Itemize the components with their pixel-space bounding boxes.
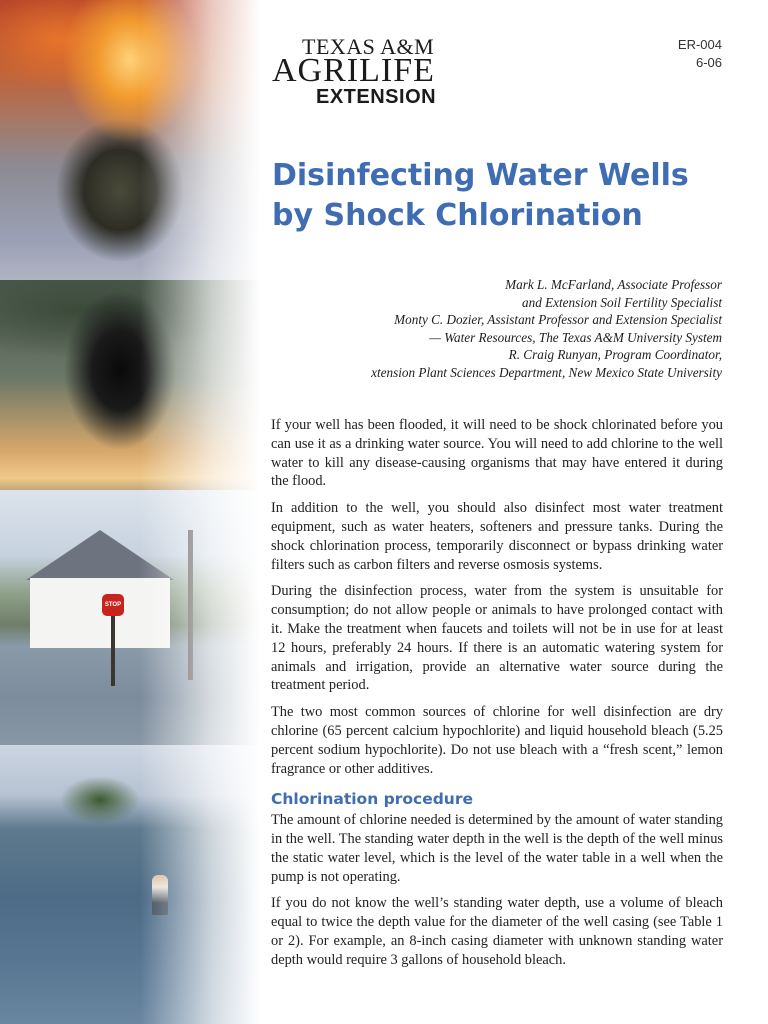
body-paragraph: In addition to the well, you should also disinfect most water treatment equipment, such as water heaters, softeners and pressure tanks. During the shock chlorination process, temporarily disconnect or bypass drinking water filters such as carbon filters and reverse osmosis systems.	[271, 500, 723, 573]
body-text	[271, 416, 723, 978]
agrilife-logo	[272, 32, 462, 112]
logo-texas-am: TEXAS A&M	[302, 34, 435, 59]
title-line-2: by Shock Chlorination	[272, 198, 643, 233]
document-date: 6-06	[695, 55, 722, 70]
photo-collage	[0, 0, 260, 1024]
author-line: Monty C. Dozier, Assistant Professor and Extension Specialist	[394, 312, 722, 328]
collage-fade	[140, 0, 260, 1024]
body-paragraph: The two most common sources of chlorine for well disinfection are dry chlorine (65 percent calcium hypochlorite) and liquid household bleach (5.25 percent sodium hypochlorite). Do not use bleach with a “fresh scent,” lemon fragrance or other additives.	[271, 704, 723, 777]
document-number-block	[678, 36, 722, 72]
author-credits	[371, 276, 722, 382]
body-paragraph: The amount of chlorine needed is determined by the amount of water standing in the well. The standing water depth in the well is the depth of the well minus the static water level, which is the level of the water table in a well when the pump is not operating.	[271, 812, 723, 885]
stop-sign-pole	[111, 616, 115, 686]
body-paragraph: If your well has been flooded, it will need to be shock chlorinated before you can use it as a drinking water source. You will need to add chlorine to the well water to kill any disease-causing organisms that may have entered it during the flood.	[271, 417, 723, 490]
logo-extension: EXTENSION	[316, 86, 437, 108]
page-title	[272, 156, 732, 236]
author-line: Mark L. McFarland, Associate Professor	[505, 277, 722, 292]
document-number: ER-004	[677, 37, 722, 52]
title-line-1: Disinfecting Water Wells	[272, 158, 689, 193]
author-line: R. Craig Runyan, Program Coordinator,	[508, 347, 722, 363]
logo-agrilife: AGRILIFE	[272, 52, 435, 89]
author-line: xtension Plant Sciences Department, New Mexico State University	[371, 364, 722, 380]
body-paragraph: If you do not know the well’s standing water depth, use a volume of bleach equal to twice the depth value for the diameter of the well casing (see Table 1 or 2). For example, an 8-inch casing diameter with unknown standing water depth would require 3 gallons of household bleach.	[271, 895, 723, 968]
author-line: and Extension Soil Fertility Specialist	[522, 294, 722, 310]
author-line: — Water Resources, The Texas A&M University System	[429, 329, 722, 345]
stop-sign: STOP	[102, 594, 124, 616]
body-paragraph: During the disinfection process, water from the system is unsuitable for consumption; do not allow people or animals to have prolonged contact with it. Make the treatment when faucets and toilets will not be in use for at least 12 hours, preferably 24 hours. If there is an automatic watering system for animals and irrigation, provide an alternative water source during the treatment period.	[271, 583, 723, 694]
section-heading: Chlorination procedure	[271, 790, 473, 809]
